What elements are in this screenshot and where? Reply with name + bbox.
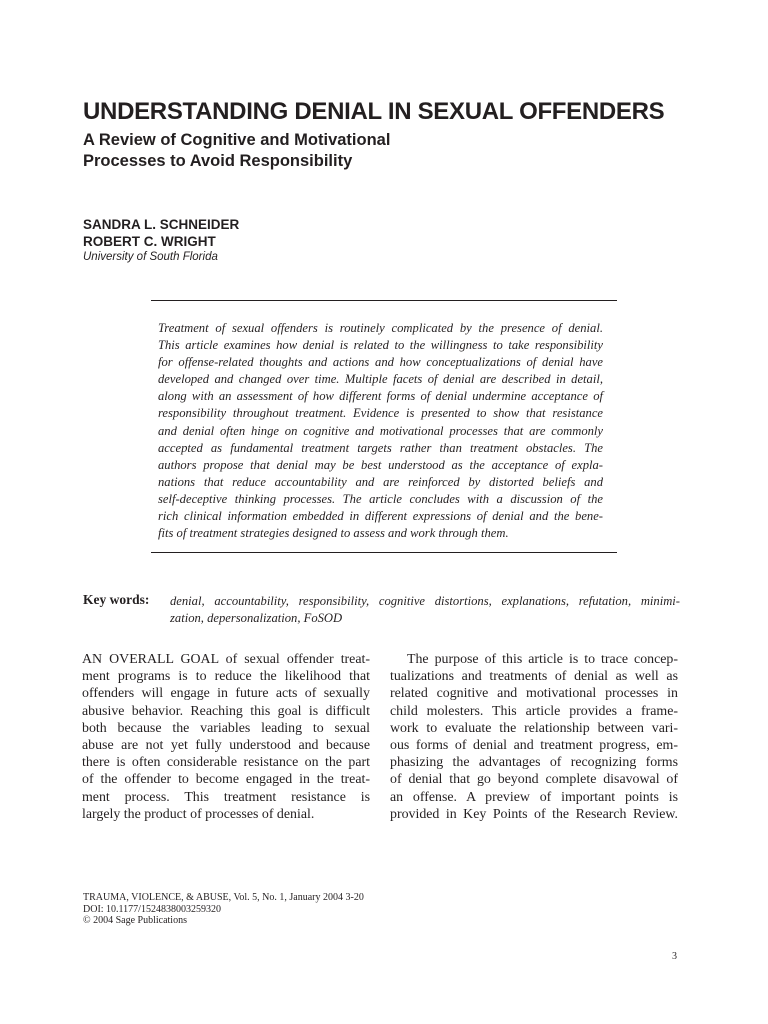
keywords-list: [170, 593, 680, 627]
author-affiliation: University of South Florida: [83, 251, 218, 263]
abstract-line: nations that reduce accountability and are reinforced by distorted beliefs and: [158, 474, 603, 489]
abstract: [158, 320, 603, 542]
abstract-line: This article examines how denial is related to the willingness to take responsibility: [158, 338, 603, 353]
body-line: offenders will engage in future acts of sexually: [82, 686, 370, 702]
body-column-right: [390, 651, 678, 823]
keywords-line: zation, depersonalization, FoSOD: [170, 611, 343, 625]
abstract-line: along with an assessment of how different forms of denial undermine acceptance of: [158, 389, 603, 404]
body-line: child molesters. This article provides a frame-: [390, 703, 678, 719]
body-line: abuse are not yet fully understood and because: [82, 738, 370, 754]
body-column-left: [82, 651, 370, 823]
abstract-line: for offense-related thoughts and actions and how conceptualizations of denial have: [158, 355, 603, 370]
abstract-line: Treatment of sexual offenders is routinely complicated by the presence of denial.: [158, 321, 603, 335]
author-name: ROBERT C. WRIGHT: [83, 234, 216, 249]
publication-footer: [83, 892, 364, 927]
body-line: ment process. This treatment resistance is: [82, 789, 370, 805]
abstract-line: developed and changed over time. Multiple facets of denial are described in detail,: [158, 372, 603, 387]
article-subtitle: [83, 130, 390, 172]
body-line: of denial that go beyond complete disavowal of: [390, 772, 678, 788]
copyright: © 2004 Sage Publications: [83, 915, 187, 926]
abstract-line: and denial often hinge on cognitive and motivational processes that are commonly: [158, 423, 603, 438]
body-line: The purpose of this article is to trace concep-: [407, 652, 678, 667]
keywords-line: denial, accountability, responsibility, cognitive distortions, explanations, refutation, minimi-: [170, 594, 680, 608]
body-line: provided in Key Points of the Research Review.: [390, 806, 678, 822]
body-line: an offense. A preview of important points is: [390, 789, 678, 805]
body-line: largely the product of processes of denial.: [82, 806, 315, 822]
body-line: abusive behavior. Reaching this goal is difficult: [82, 703, 370, 719]
abstract-top-rule: [151, 300, 617, 301]
abstract-line: rich clinical information embedded in different expressions of denial and the bene-: [158, 509, 603, 524]
body-line: of the offender to become engaged in the treat-: [82, 772, 370, 788]
page-number: 3: [672, 951, 677, 962]
body-line: ment programs is to reduce the likelihood that: [82, 669, 370, 685]
abstract-line: fits of treatment strategies designed to assess and work through them.: [158, 526, 509, 541]
body-line: related cognitive and motivational processes in: [390, 686, 678, 702]
subtitle-line: Processes to Avoid Responsibility: [83, 152, 353, 170]
journal-citation: TRAUMA, VIOLENCE, & ABUSE, Vol. 5, No. 1, January 2004 3-20: [83, 892, 364, 903]
abstract-bottom-rule: [151, 552, 617, 553]
body-line: phasizing the advantages of recognizing forms: [390, 755, 678, 771]
body-line: tualizations and treatments of denial as well as: [390, 669, 678, 685]
doi: DOI: 10.1177/1524838003259320: [83, 903, 221, 915]
author-name: SANDRA L. SCHNEIDER: [83, 217, 240, 232]
subtitle-line: A Review of Cognitive and Motivational: [83, 131, 391, 149]
article-title: UNDERSTANDING DENIAL IN SEXUAL OFFENDERS: [83, 98, 665, 125]
body-line: ous forms of denial and treatment progress, em-: [390, 738, 678, 754]
abstract-line: authors propose that denial may be best understood as the acceptance of expla-: [158, 457, 603, 472]
keywords-label: Key words:: [83, 592, 150, 607]
author-list: [83, 216, 239, 250]
abstract-line: accepted as fundamental treatment targets rather than treatment obstacles. The: [158, 440, 603, 455]
body-line: there is often considerable resistance on the part: [82, 755, 370, 771]
abstract-line: self-deceptive thinking processes. The article concludes with a discussion of the: [158, 491, 603, 506]
body-line: work to evaluate the relationship between vari-: [390, 720, 678, 736]
body-line: both because the variables leading to sexual: [82, 720, 370, 736]
abstract-line: responsibility throughout treatment. Evidence is presented to show that resistance: [158, 406, 603, 421]
body-line: AN OVERALL GOAL of sexual offender treat-: [82, 652, 370, 667]
